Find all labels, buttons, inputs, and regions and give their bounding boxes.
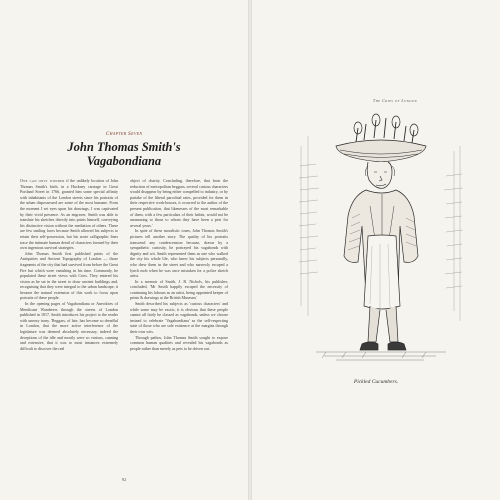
chapter-title (20, 140, 228, 168)
ground-hatching (316, 352, 446, 360)
chapter-title-line2: Vagabondiana (86, 154, 162, 168)
text-column-1 (20, 178, 118, 351)
engraving-illustration (296, 106, 466, 374)
paragraph: Smith described his subjects as 'curious characters' and while some may be exotic, it is obvious that these people cannot all fairly be classed as vagabonds, unless we choose instead to celebrate 'Vagabondiana' as the self-respecting state of those who are sole existence at the margins through their own wits. (130, 301, 228, 335)
basket-icon (336, 114, 426, 162)
paragraph: John Thomas Smith first published prints of the Antiquities and Ancient Topography of London — those fragments of the city that had survived from before the Great Fire but which were vanishing in his time. Commonly, he populated these street views with Cries. They entered his vision as he sat in the street to draw ancient buildings and, recognising that they were integral to the urban landscape, it became the natural extension of this work to focus upon portraits of these people. (20, 250, 118, 301)
page-number: 92 (121, 477, 127, 482)
paragraph-text: if the unlikely location of John Thomas Smith's birth, in a Hackney carriage in Great Portland Street in 1766, granted him some special affinity with inhabitants of the London streets since his portraits of the urban dispossessed are some of the most humane. From the moment I set eyes upon his drawings, I was captivated by their vivid presence. As an engraver, Smith was able to translate his sketches directly into prints himself, conveying his distinctive vision without the mediation of others. These are few smiling faces because Smith allowed his subjects to retain their self-possession, but his acute calligraphic lines trace the intimate human detail of characters formed by their own ingenious survival strategies. (20, 178, 119, 251)
illustration-caption: Pickled Cucumbers. (353, 379, 399, 385)
paragraph: In a memoir of Smith, J. R. Nichols, his publisher, concluded, 'Mr Smith happily escaped the necessity of continuing his labours as an artist, being appointed keeper of prints & drawings at the British Museum.' (130, 278, 228, 301)
figure-head (365, 162, 394, 188)
running-head: The Cries of London (372, 98, 418, 103)
paragraph: Through pathos, John Thomas Smith sought to expose common human qualities and revealed his vagabonds as people rather than merely as pets to be driven out. (130, 334, 228, 351)
chapter-label: Chapter Seven (105, 131, 143, 137)
paragraph (20, 178, 118, 251)
figure-legs (360, 306, 406, 350)
paragraph: object of charity. Concluding, therefore, that from the reduction of metropolitan beggars, several curious characters would disappear by being either compelled to industry, or by partake of the liberal parochial rates, provided for them in their respective work-houses, it occurred to the author of the present publication, that likenesses of the most remarkable of them, with a few particulars of their habits, would not be unamusing to those to whom they have been a pest for several years.' (130, 178, 228, 228)
text-column-2 (130, 178, 228, 351)
chapter-title-line1: John Thomas Smith's (67, 140, 181, 154)
left-page (0, 0, 248, 500)
paragraph: In spite of these moralistic tones, John Thomas Smith's pictures tell another story. The quality of his portraits transcend any condescension because, drawn by a sympathetic curiosity, he portrayed his vagabonds with dignity and wit. Smith represented them as one who walked the city his whole life, who knew his subjects personally, who drew them in the street and who narrowly escaped a lynch mob when he was once mistaken for a police sketch artist. (130, 228, 228, 279)
lead-in: One can only wonder (20, 178, 65, 183)
figure-body (344, 190, 418, 309)
paragraph: In the opening pages of Vagabondiana or Anecdotes of Mendicant Wanderers through the streets of London published in 1817, Smith introduces his project to the reader with uneasy irony. 'Beggars, of late, has become so dreadful in London, that the more active interference of the legislature was deemed absolutely necessary, indeed the deceptions of the idle and mostly were so various, cunning and extensive, that it was to most instances extremely difficult to discover the real (20, 301, 118, 351)
